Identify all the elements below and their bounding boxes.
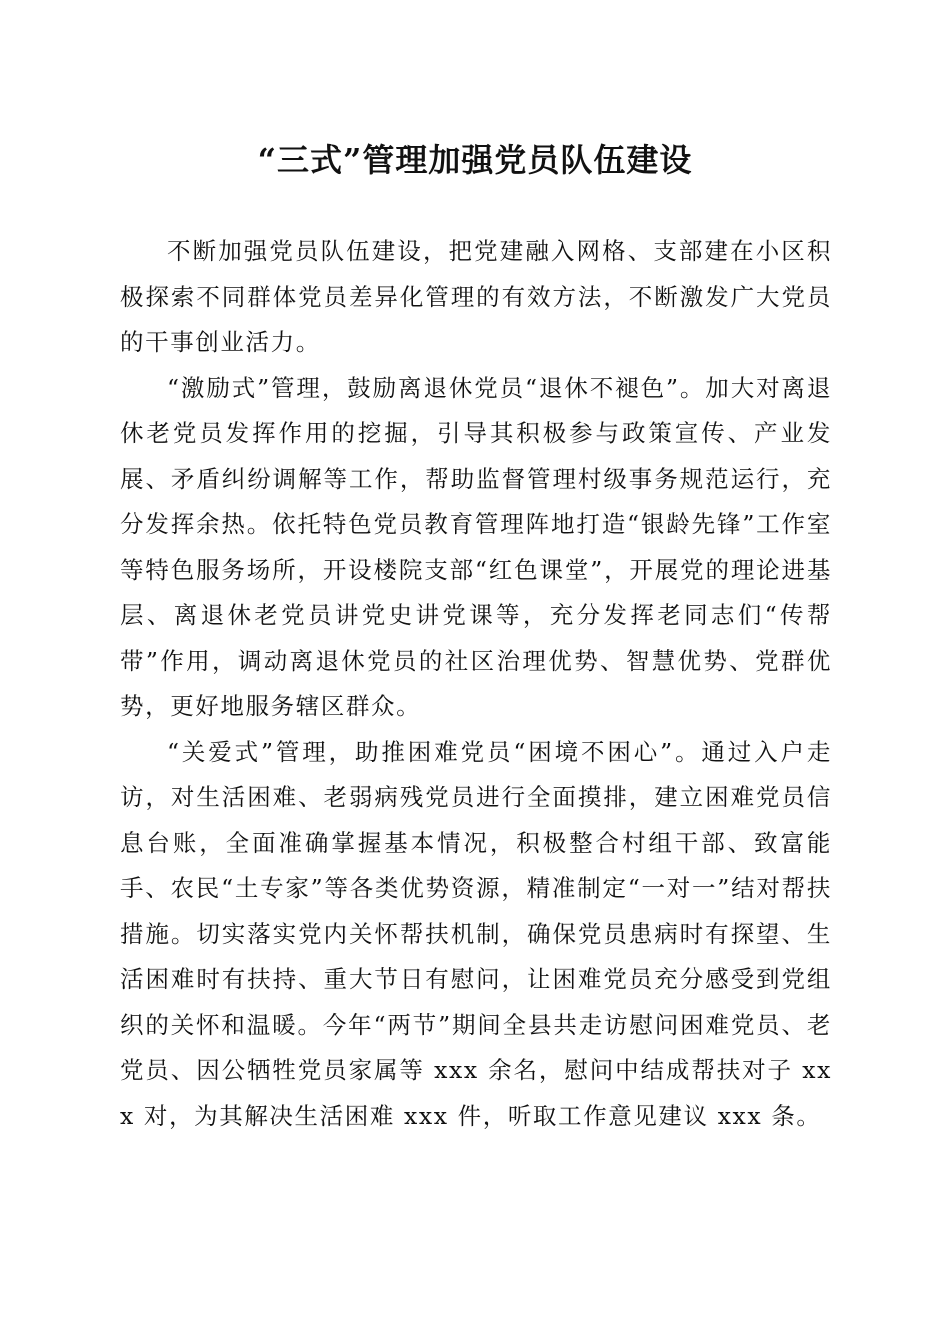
paragraph-incentive-management: “激励式”管理，鼓励离退休党员“退休不褪色”。加大对离退休老党员发挥作用的挖掘，引导其积极参与政策宣传、产业发展、矛盾纠纷调解等工作，帮助监督管理村级事务规范运行，充分发挥余热。依托特色党员教育管理阵地打造“银龄先锋”工作室等特色服务场所，开设楼院支部“红色课堂”，开展党的理论进基层、离退休老党员讲党史讲党课等，充分发挥老同志们“传帮带”作用，调动离退休党员的社区治理优势、智慧优势、党群优势，更好地服务辖区群众。: [120, 373, 832, 720]
document-body: [120, 229, 832, 1139]
paragraph-care-management: “关爱式”管理，助推困难党员“困境不困心”。通过入户走访，对生活困难、老弱病残党员进行全面摸排，建立困难党员信息台账，全面准确掌握基本情况，积极整合村组干部、致富能手、农民“土专家”等各类优势资源，精准制定“一对一”结对帮扶措施。切实落实党内关怀帮扶机制，确保党员患病时有探望、生活困难时有扶持、重大节日有慰问，让困难党员充分感受到党组织的关怀和温暖。今年“两节”期间全县共走访慰问困难党员、老党员、因公牺牲党员家属等 xxx 余名，慰问中结成帮扶对子 xxx 对，为其解决生活困难 xxx 件，听取工作意见建议 xxx 条。: [120, 737, 832, 1130]
paragraph-intro: 不断加强党员队伍建设，把党建融入网格、支部建在小区积极探索不同群体党员差异化管理的有效方法，不断激发广大党员的干事创业活力。: [120, 237, 832, 356]
document-title: “三式”管理加强党员队伍建设: [257, 141, 693, 179]
